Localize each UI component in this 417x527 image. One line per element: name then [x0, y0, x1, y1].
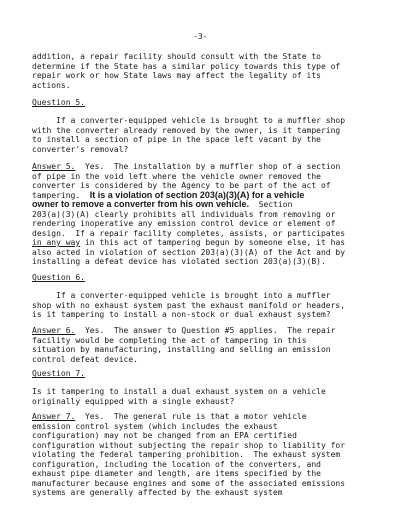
text-line: shop with no exhaust system past the exhaust manifold or headers, [32, 300, 346, 310]
intro-paragraph [32, 52, 402, 90]
text-line: also acted in violation of section 203(a)(3)(A) of the Act and by [32, 247, 346, 257]
answer-7-label: Answer 7. [32, 412, 76, 421]
text-line: with the converter already removed by the owner, is it tampering [32, 125, 341, 135]
question-6-heading: Question 6. [32, 273, 85, 282]
text-line: addition, a repair facility should consult with the State to [32, 52, 321, 61]
text-line: determine if the State has a similar policy towards this type of [32, 61, 341, 71]
text-line: facility would be completing the act of tampering in this [32, 335, 307, 345]
text-line: situation by manufacturing, installing and selling an emission [32, 345, 331, 354]
answer-7-text: Answer 7. Yes. The general rule is that a motor vehicle emission control system (which includes the exhaust configuration) may not be changed from an EPA certified configuration without subjecting the repair shop to liability for violating the federal tampering prohibition. The exhaust system configuration, including the location of the converters, and exhaust pipe diameter and length, are items specified by the manufacturer because engines and some of the associated emissions systems are generally affected by the exhaust system [32, 412, 402, 498]
underlined-text: in any way [32, 238, 81, 247]
text-line: If a converter-equipped vehicle is brought to a muffler shop [32, 116, 346, 125]
answer-5-label: Answer 5. [32, 162, 76, 171]
text-line: If a converter-equipped vehicle is brought into a muffler [32, 291, 331, 300]
text-line: 203(a)(3)(A) clearly prohibits all individuals from removing or [32, 209, 336, 219]
text-line: originally equipped with a single exhaust? [32, 396, 235, 406]
emphasized-text: It is a violation of section 203(a)(3)(A) for a vehicle [89, 189, 305, 200]
text-line: control defeat device. [32, 354, 138, 364]
answer-6-label: Answer 6. [32, 326, 76, 335]
text-line: design. If a repair facility completes, assists, or participates [32, 228, 346, 238]
answer-5-text: Answer 5. Yes. The installation by a muffler shop of a section of pipe in the void left where the vehicle owner removed the converter is considered by the Agency to be part of the act of tampering. It is a violation of section 203(a)(3)(A) for a vehicle owner to remove a converter from his own vehicle. Section 203(a)(3)(A) clearly prohibits all individuals from removing or rendering inoperative any emission control device or element of design. If a repair facility completes, assists, or participates in any way in this act of tampering begun by someone else, it has also acted in violation of section 203(a)(3)(A) of the Act and by installing a defeat device has violated section 203(a)(3)(B). [32, 162, 402, 267]
question-5-text [32, 116, 402, 154]
text-line: Is it tampering to install a dual exhaust system on a vehicle [32, 387, 326, 396]
question-7-heading: Question 7. [32, 369, 85, 378]
question-7-text [32, 387, 402, 406]
answer-6-text: Answer 6. Yes. The answer to Question #5 applies. The repair facility would be completing the act of tampering in this situation by manufacturing, installing and selling an emission control defeat device. [32, 326, 402, 364]
text-line: exhaust pipe diameter and length, are items specified by the [32, 469, 321, 478]
question-5-heading: Question 5. [32, 98, 85, 107]
text-line: of pipe in the void left where the vehicle owner removed the [32, 171, 321, 181]
text-line: rendering inoperative any emission control device or element of [32, 219, 336, 228]
text-line: converter's removal? [32, 144, 129, 154]
text-line: configuration without subjecting the repair shop to liability for [32, 440, 346, 450]
text-line: to install a section of pipe in the space left vacant by the [32, 135, 321, 144]
text-line: configuration) may not be changed from an EPA certified [32, 431, 297, 440]
text-line: repair work or how State laws may affect the legality of its [32, 71, 321, 80]
text-line: configuration, including the location of the converters, and [32, 459, 321, 469]
text-line: violating the federal tampering prohibition. The exhaust system [32, 450, 341, 459]
text-line: converter is considered by the Agency to be part of the act of [32, 181, 331, 190]
text-line: emission control system (which includes the exhaust [32, 421, 278, 431]
text-line: systems are generally affected by the exhaust system [32, 488, 283, 497]
text-line: manufacturer because engines and some of the associated emissions [32, 478, 346, 488]
text-line: actions. [32, 80, 71, 90]
text-line: installing a defeat device has violated section 203(a)(3)(B). [32, 257, 326, 266]
emphasized-text: owner to remove a converter from his own vehicle. [32, 199, 250, 209]
text-line: is it tampering to install a non-stock or dual exhaust system? [32, 310, 331, 319]
page-number: -3- [193, 32, 208, 41]
question-6-text [32, 291, 402, 320]
